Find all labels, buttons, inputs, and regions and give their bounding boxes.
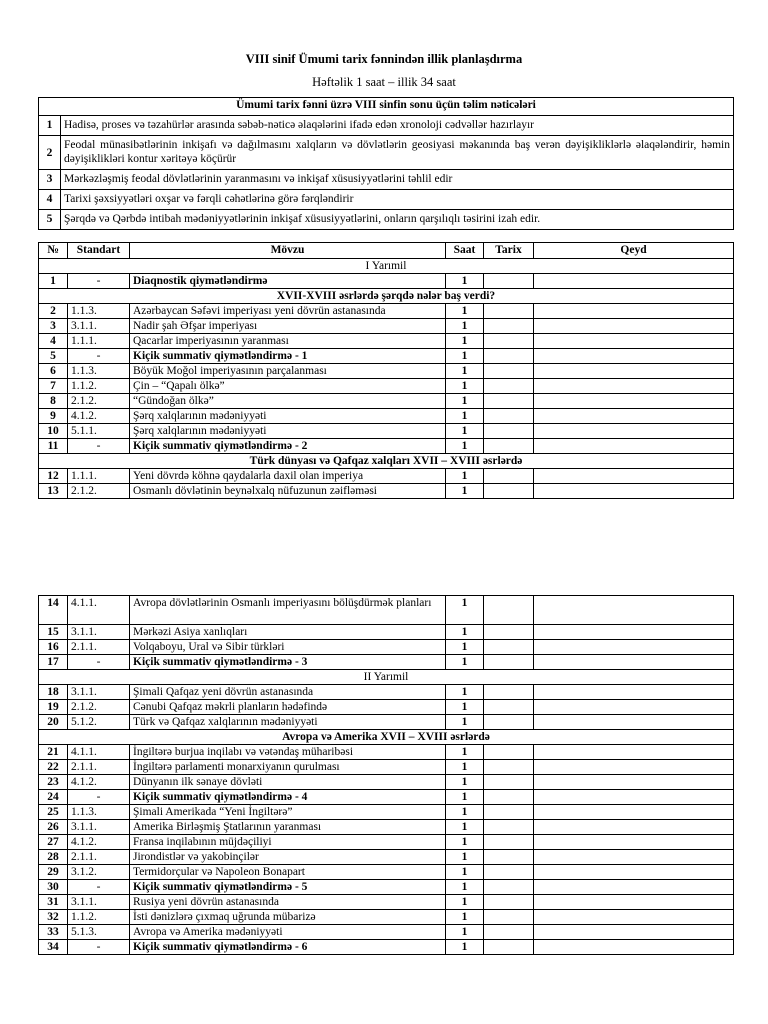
plan-header-row: [39, 243, 734, 259]
row-hours: 1: [446, 394, 484, 409]
row-date: [484, 700, 534, 715]
table-row: [39, 895, 734, 910]
outcome-number: 3: [39, 170, 61, 190]
row-note: [534, 625, 734, 640]
row-hours: 1: [446, 640, 484, 655]
row-date: [484, 394, 534, 409]
row-standard: -: [68, 439, 130, 454]
row-topic: Nadir şah Əfşar imperiyası: [130, 319, 446, 334]
row-standard: -: [68, 655, 130, 670]
row-topic: Avropa və Amerika mədəniyyəti: [130, 925, 446, 940]
row-note: [534, 805, 734, 820]
learning-outcomes-table: [38, 97, 734, 230]
row-topic: Kiçik summativ qiymətləndirmə - 1: [130, 349, 446, 364]
row-note: [534, 880, 734, 895]
row-topic: Avropa dövlətlərinin Osmanlı imperiyasını bölüşdürmək planları: [130, 596, 446, 625]
row-number: 22: [39, 760, 68, 775]
row-note: [534, 700, 734, 715]
table-row: [39, 424, 734, 439]
row-note: [534, 409, 734, 424]
plan-table-part-2: [38, 595, 734, 955]
row-topic: Kiçik summativ qiymətləndirmə - 6: [130, 940, 446, 955]
row-hours: 1: [446, 865, 484, 880]
row-number: 23: [39, 775, 68, 790]
row-note: [534, 865, 734, 880]
row-number: 25: [39, 805, 68, 820]
row-standard: 3.1.1.: [68, 685, 130, 700]
row-number: 7: [39, 379, 68, 394]
row-date: [484, 805, 534, 820]
row-date: [484, 760, 534, 775]
row-topic: Şərq xalqlarının mədəniyyəti: [130, 409, 446, 424]
row-number: 30: [39, 880, 68, 895]
table-row: [39, 760, 734, 775]
row-date: [484, 409, 534, 424]
row-note: [534, 394, 734, 409]
outcome-row: [39, 116, 734, 136]
row-topic: İngiltərə burjua inqilabı və vətəndaş müharibəsi: [130, 745, 446, 760]
row-note: [534, 835, 734, 850]
table-row: [39, 865, 734, 880]
outcome-number: 4: [39, 190, 61, 210]
table-row: [39, 304, 734, 319]
row-hours: 1: [446, 805, 484, 820]
row-standard: -: [68, 880, 130, 895]
row-topic: Yeni dövrdə köhnə qaydalarla daxil olan imperiya: [130, 469, 446, 484]
row-topic: Termidorçular və Napoleon Bonapart: [130, 865, 446, 880]
table-row: [39, 625, 734, 640]
row-note: [534, 364, 734, 379]
row-hours: 1: [446, 319, 484, 334]
row-hours: 1: [446, 349, 484, 364]
row-number: 19: [39, 700, 68, 715]
row-date: [484, 835, 534, 850]
row-hours: 1: [446, 484, 484, 499]
row-hours: 1: [446, 424, 484, 439]
col-header-topic: Mövzu: [130, 243, 446, 259]
row-note: [534, 319, 734, 334]
row-date: [484, 820, 534, 835]
outcome-row: [39, 136, 734, 170]
row-topic: Çin – “Qapalı ölkə”: [130, 379, 446, 394]
row-note: [534, 349, 734, 364]
outcome-text: Şərqdə və Qərbdə intibah mədəniyyətlərinin inkişaf xüsusiyyətlərini, onların qarşılıqlı təsirini izah edir.: [61, 210, 734, 230]
row-hours: 1: [446, 304, 484, 319]
row-date: [484, 274, 534, 289]
row-note: [534, 379, 734, 394]
row-standard: 4.1.2.: [68, 409, 130, 424]
row-note: [534, 596, 734, 625]
row-hours: 1: [446, 439, 484, 454]
row-hours: 1: [446, 625, 484, 640]
row-date: [484, 790, 534, 805]
outcome-text: Hadisə, proses və təzahürlər arasında səbəb-nəticə əlaqələrini ifadə edən xronoloji cədvəllər hazırlayır: [61, 116, 734, 136]
row-hours: 1: [446, 925, 484, 940]
row-standard: 2.1.2.: [68, 394, 130, 409]
row-note: [534, 304, 734, 319]
row-date: [484, 469, 534, 484]
row-standard: 1.1.2.: [68, 910, 130, 925]
row-note: [534, 274, 734, 289]
row-number: 34: [39, 940, 68, 955]
section-heading: Avropa və Amerika XVII – XVIII əsrlərdə: [39, 730, 734, 745]
row-number: 29: [39, 865, 68, 880]
row-standard: 1.1.3.: [68, 805, 130, 820]
row-note: [534, 775, 734, 790]
table-row: [39, 715, 734, 730]
row-topic: Jirondistlər və yakobinçilər: [130, 850, 446, 865]
col-header-date: Tarix: [484, 243, 534, 259]
document-title: VIII sinif Ümumi tarix fənnindən illik planlaşdırma: [245, 52, 523, 66]
row-date: [484, 850, 534, 865]
outcome-row: [39, 170, 734, 190]
row-date: [484, 364, 534, 379]
row-topic: Şimali Amerikada “Yeni İngiltərə”: [130, 805, 446, 820]
row-hours: 1: [446, 835, 484, 850]
row-topic: Şimali Qafqaz yeni dövrün astanasında: [130, 685, 446, 700]
table-row: [39, 775, 734, 790]
table-row: [39, 745, 734, 760]
row-number: 14: [39, 596, 68, 625]
row-number: 8: [39, 394, 68, 409]
table-row: [39, 880, 734, 895]
row-date: [484, 640, 534, 655]
row-standard: 4.1.1.: [68, 745, 130, 760]
row-hours: 1: [446, 850, 484, 865]
row-number: 3: [39, 319, 68, 334]
row-topic: Rusiya yeni dövrün astanasında: [130, 895, 446, 910]
outcome-number: 5: [39, 210, 61, 230]
row-topic: Osmanlı dövlətinin beynəlxalq nüfuzunun zəifləməsi: [130, 484, 446, 499]
row-date: [484, 484, 534, 499]
table-row: [39, 700, 734, 715]
row-number: 5: [39, 349, 68, 364]
row-number: 16: [39, 640, 68, 655]
row-topic: Şərq xalqlarının mədəniyyəti: [130, 424, 446, 439]
row-hours: 1: [446, 790, 484, 805]
semester-heading: II Yarımil: [39, 670, 734, 685]
row-hours: 1: [446, 820, 484, 835]
outcome-number: 1: [39, 116, 61, 136]
row-note: [534, 424, 734, 439]
row-number: 20: [39, 715, 68, 730]
row-standard: 4.1.2.: [68, 835, 130, 850]
row-date: [484, 439, 534, 454]
row-hours: 1: [446, 880, 484, 895]
row-standard: -: [68, 940, 130, 955]
row-topic: Kiçik summativ qiymətləndirmə - 5: [130, 880, 446, 895]
col-header-note: Qeyd: [534, 243, 734, 259]
row-number: 9: [39, 409, 68, 424]
row-standard: 1.1.2.: [68, 379, 130, 394]
row-note: [534, 820, 734, 835]
row-hours: 1: [446, 409, 484, 424]
row-note: [534, 790, 734, 805]
row-note: [534, 439, 734, 454]
row-number: 24: [39, 790, 68, 805]
table-row: [39, 484, 734, 499]
outcome-row: [39, 190, 734, 210]
table-row: [39, 850, 734, 865]
row-standard: 2.1.2.: [68, 484, 130, 499]
row-date: [484, 319, 534, 334]
row-hours: 1: [446, 596, 484, 625]
row-standard: 2.1.1.: [68, 760, 130, 775]
table-row: [39, 439, 734, 454]
row-standard: 5.1.1.: [68, 424, 130, 439]
row-standard: 5.1.3.: [68, 925, 130, 940]
row-note: [534, 850, 734, 865]
row-hours: 1: [446, 334, 484, 349]
row-standard: 1.1.3.: [68, 304, 130, 319]
row-topic: Kiçik summativ qiymətləndirmə - 3: [130, 655, 446, 670]
row-number: 31: [39, 895, 68, 910]
row-number: 4: [39, 334, 68, 349]
row-number: 21: [39, 745, 68, 760]
row-number: 12: [39, 469, 68, 484]
document-subtitle: Həftəlik 1 saat – illik 34 saat: [312, 75, 456, 89]
outcome-text: Tarixi şəxsiyyətləri oxşar və fərqli cəhətlərinə görə fərqləndirir: [61, 190, 734, 210]
row-date: [484, 745, 534, 760]
row-number: 28: [39, 850, 68, 865]
row-hours: 1: [446, 655, 484, 670]
row-note: [534, 484, 734, 499]
row-hours: 1: [446, 940, 484, 955]
row-hours: 1: [446, 895, 484, 910]
row-number: 18: [39, 685, 68, 700]
section-heading: Türk dünyası və Qafqaz xalqları XVII – XVIII əsrlərdə: [39, 454, 734, 469]
outcome-text: Mərkəzləşmiş feodal dövlətlərinin yaranmasını və inkişaf xüsusiyyətlərini təhlil edir: [61, 170, 734, 190]
row-number: 27: [39, 835, 68, 850]
outcome-text: Feodal münasibətlərinin inkişafı və dağılmasını xalqların və dövlətlərin geosiyasi məkanında baş verən dəyişikliklərlə əlaqələndirir, həmin dəyişiklikləri kontur xəritəyə köçürür: [61, 136, 734, 170]
table-row: [39, 910, 734, 925]
row-topic: Fransa inqilabının müjdəçiliyi: [130, 835, 446, 850]
row-number: 26: [39, 820, 68, 835]
row-hours: 1: [446, 745, 484, 760]
row-number: 1: [39, 274, 68, 289]
row-note: [534, 910, 734, 925]
table-row: [39, 940, 734, 955]
row-standard: 4.1.1.: [68, 596, 130, 625]
row-date: [484, 596, 534, 625]
row-date: [484, 715, 534, 730]
row-date: [484, 655, 534, 670]
row-standard: -: [68, 349, 130, 364]
row-standard: 2.1.2.: [68, 700, 130, 715]
row-hours: 1: [446, 685, 484, 700]
row-hours: 1: [446, 469, 484, 484]
row-date: [484, 895, 534, 910]
outcome-number: 2: [39, 136, 61, 170]
row-standard: 1.1.1.: [68, 334, 130, 349]
table-row: [39, 925, 734, 940]
table-row: [39, 379, 734, 394]
row-hours: 1: [446, 700, 484, 715]
row-date: [484, 925, 534, 940]
table-row: [39, 805, 734, 820]
row-note: [534, 715, 734, 730]
row-note: [534, 655, 734, 670]
table-row: [39, 349, 734, 364]
row-topic: Qacarlar imperiyasının yaranması: [130, 334, 446, 349]
row-note: [534, 925, 734, 940]
row-standard: -: [68, 274, 130, 289]
row-date: [484, 625, 534, 640]
plan-table-part-1: [38, 242, 734, 499]
row-topic: Diaqnostik qiymətləndirmə: [130, 274, 446, 289]
col-header-number: №: [39, 243, 68, 259]
row-number: 32: [39, 910, 68, 925]
table-row: [39, 640, 734, 655]
row-standard: 3.1.1.: [68, 319, 130, 334]
row-number: 33: [39, 925, 68, 940]
row-topic: Mərkəzi Asiya xanlıqları: [130, 625, 446, 640]
row-topic: İngiltərə parlamenti monarxiyanın qurulması: [130, 760, 446, 775]
semester-heading: I Yarımil: [39, 259, 734, 274]
row-standard: 1.1.3.: [68, 364, 130, 379]
row-topic: Türk və Qafqaz xalqlarının mədəniyyəti: [130, 715, 446, 730]
row-date: [484, 865, 534, 880]
row-date: [484, 334, 534, 349]
row-topic: Azərbaycan Səfəvi imperiyası yeni dövrün astanasında: [130, 304, 446, 319]
row-date: [484, 304, 534, 319]
row-note: [534, 760, 734, 775]
row-standard: 1.1.1.: [68, 469, 130, 484]
row-topic: Amerika Birləşmiş Ştatlarının yaranması: [130, 820, 446, 835]
row-number: 13: [39, 484, 68, 499]
row-number: 17: [39, 655, 68, 670]
row-date: [484, 379, 534, 394]
col-header-standard: Standart: [68, 243, 130, 259]
section-heading: XVII-XVIII əsrlərdə şərqdə nələr baş verdi?: [39, 289, 734, 304]
row-number: 11: [39, 439, 68, 454]
row-standard: 3.1.1.: [68, 625, 130, 640]
table-row: [39, 394, 734, 409]
row-note: [534, 469, 734, 484]
table-row: [39, 655, 734, 670]
row-note: [534, 685, 734, 700]
row-date: [484, 880, 534, 895]
row-topic: Cənubi Qafqaz məkrli planların hədəfində: [130, 700, 446, 715]
row-topic: Böyük Moğol imperiyasının parçalanması: [130, 364, 446, 379]
row-topic: “Gündoğan ölkə”: [130, 394, 446, 409]
row-date: [484, 910, 534, 925]
row-topic: İsti dənizlərə çıxmaq uğrunda mübarizə: [130, 910, 446, 925]
table-row: [39, 334, 734, 349]
row-note: [534, 745, 734, 760]
row-standard: -: [68, 790, 130, 805]
table-row: [39, 319, 734, 334]
row-topic: Dünyanın ilk sənaye dövləti: [130, 775, 446, 790]
table-row: [39, 685, 734, 700]
row-date: [484, 685, 534, 700]
table-row: [39, 835, 734, 850]
row-standard: 4.1.2.: [68, 775, 130, 790]
row-date: [484, 775, 534, 790]
table-row: [39, 790, 734, 805]
row-note: [534, 895, 734, 910]
row-topic: Kiçik summativ qiymətləndirmə - 2: [130, 439, 446, 454]
row-standard: 3.1.2.: [68, 865, 130, 880]
row-hours: 1: [446, 274, 484, 289]
row-note: [534, 940, 734, 955]
table-row: [39, 469, 734, 484]
outcome-row: [39, 210, 734, 230]
row-number: 2: [39, 304, 68, 319]
row-number: 6: [39, 364, 68, 379]
col-header-hours: Saat: [446, 243, 484, 259]
row-topic: Kiçik summativ qiymətləndirmə - 4: [130, 790, 446, 805]
row-standard: 3.1.1.: [68, 820, 130, 835]
row-standard: 2.1.1.: [68, 850, 130, 865]
row-hours: 1: [446, 775, 484, 790]
row-hours: 1: [446, 910, 484, 925]
row-date: [484, 349, 534, 364]
row-date: [484, 940, 534, 955]
row-standard: 3.1.1.: [68, 895, 130, 910]
row-hours: 1: [446, 379, 484, 394]
row-hours: 1: [446, 364, 484, 379]
row-hours: 1: [446, 760, 484, 775]
table-row: [39, 409, 734, 424]
table-row: [39, 274, 734, 289]
outcomes-header: Ümumi tarix fənni üzrə VIII sinfin sonu üçün təlim nəticələri: [39, 98, 734, 116]
row-standard: 5.1.2.: [68, 715, 130, 730]
table-row: [39, 364, 734, 379]
row-date: [484, 424, 534, 439]
row-note: [534, 640, 734, 655]
row-note: [534, 334, 734, 349]
row-number: 15: [39, 625, 68, 640]
row-topic: Volqaboyu, Ural və Sibir türkləri: [130, 640, 446, 655]
table-row: [39, 820, 734, 835]
table-row: [39, 596, 734, 625]
row-number: 10: [39, 424, 68, 439]
row-standard: 2.1.1.: [68, 640, 130, 655]
row-hours: 1: [446, 715, 484, 730]
